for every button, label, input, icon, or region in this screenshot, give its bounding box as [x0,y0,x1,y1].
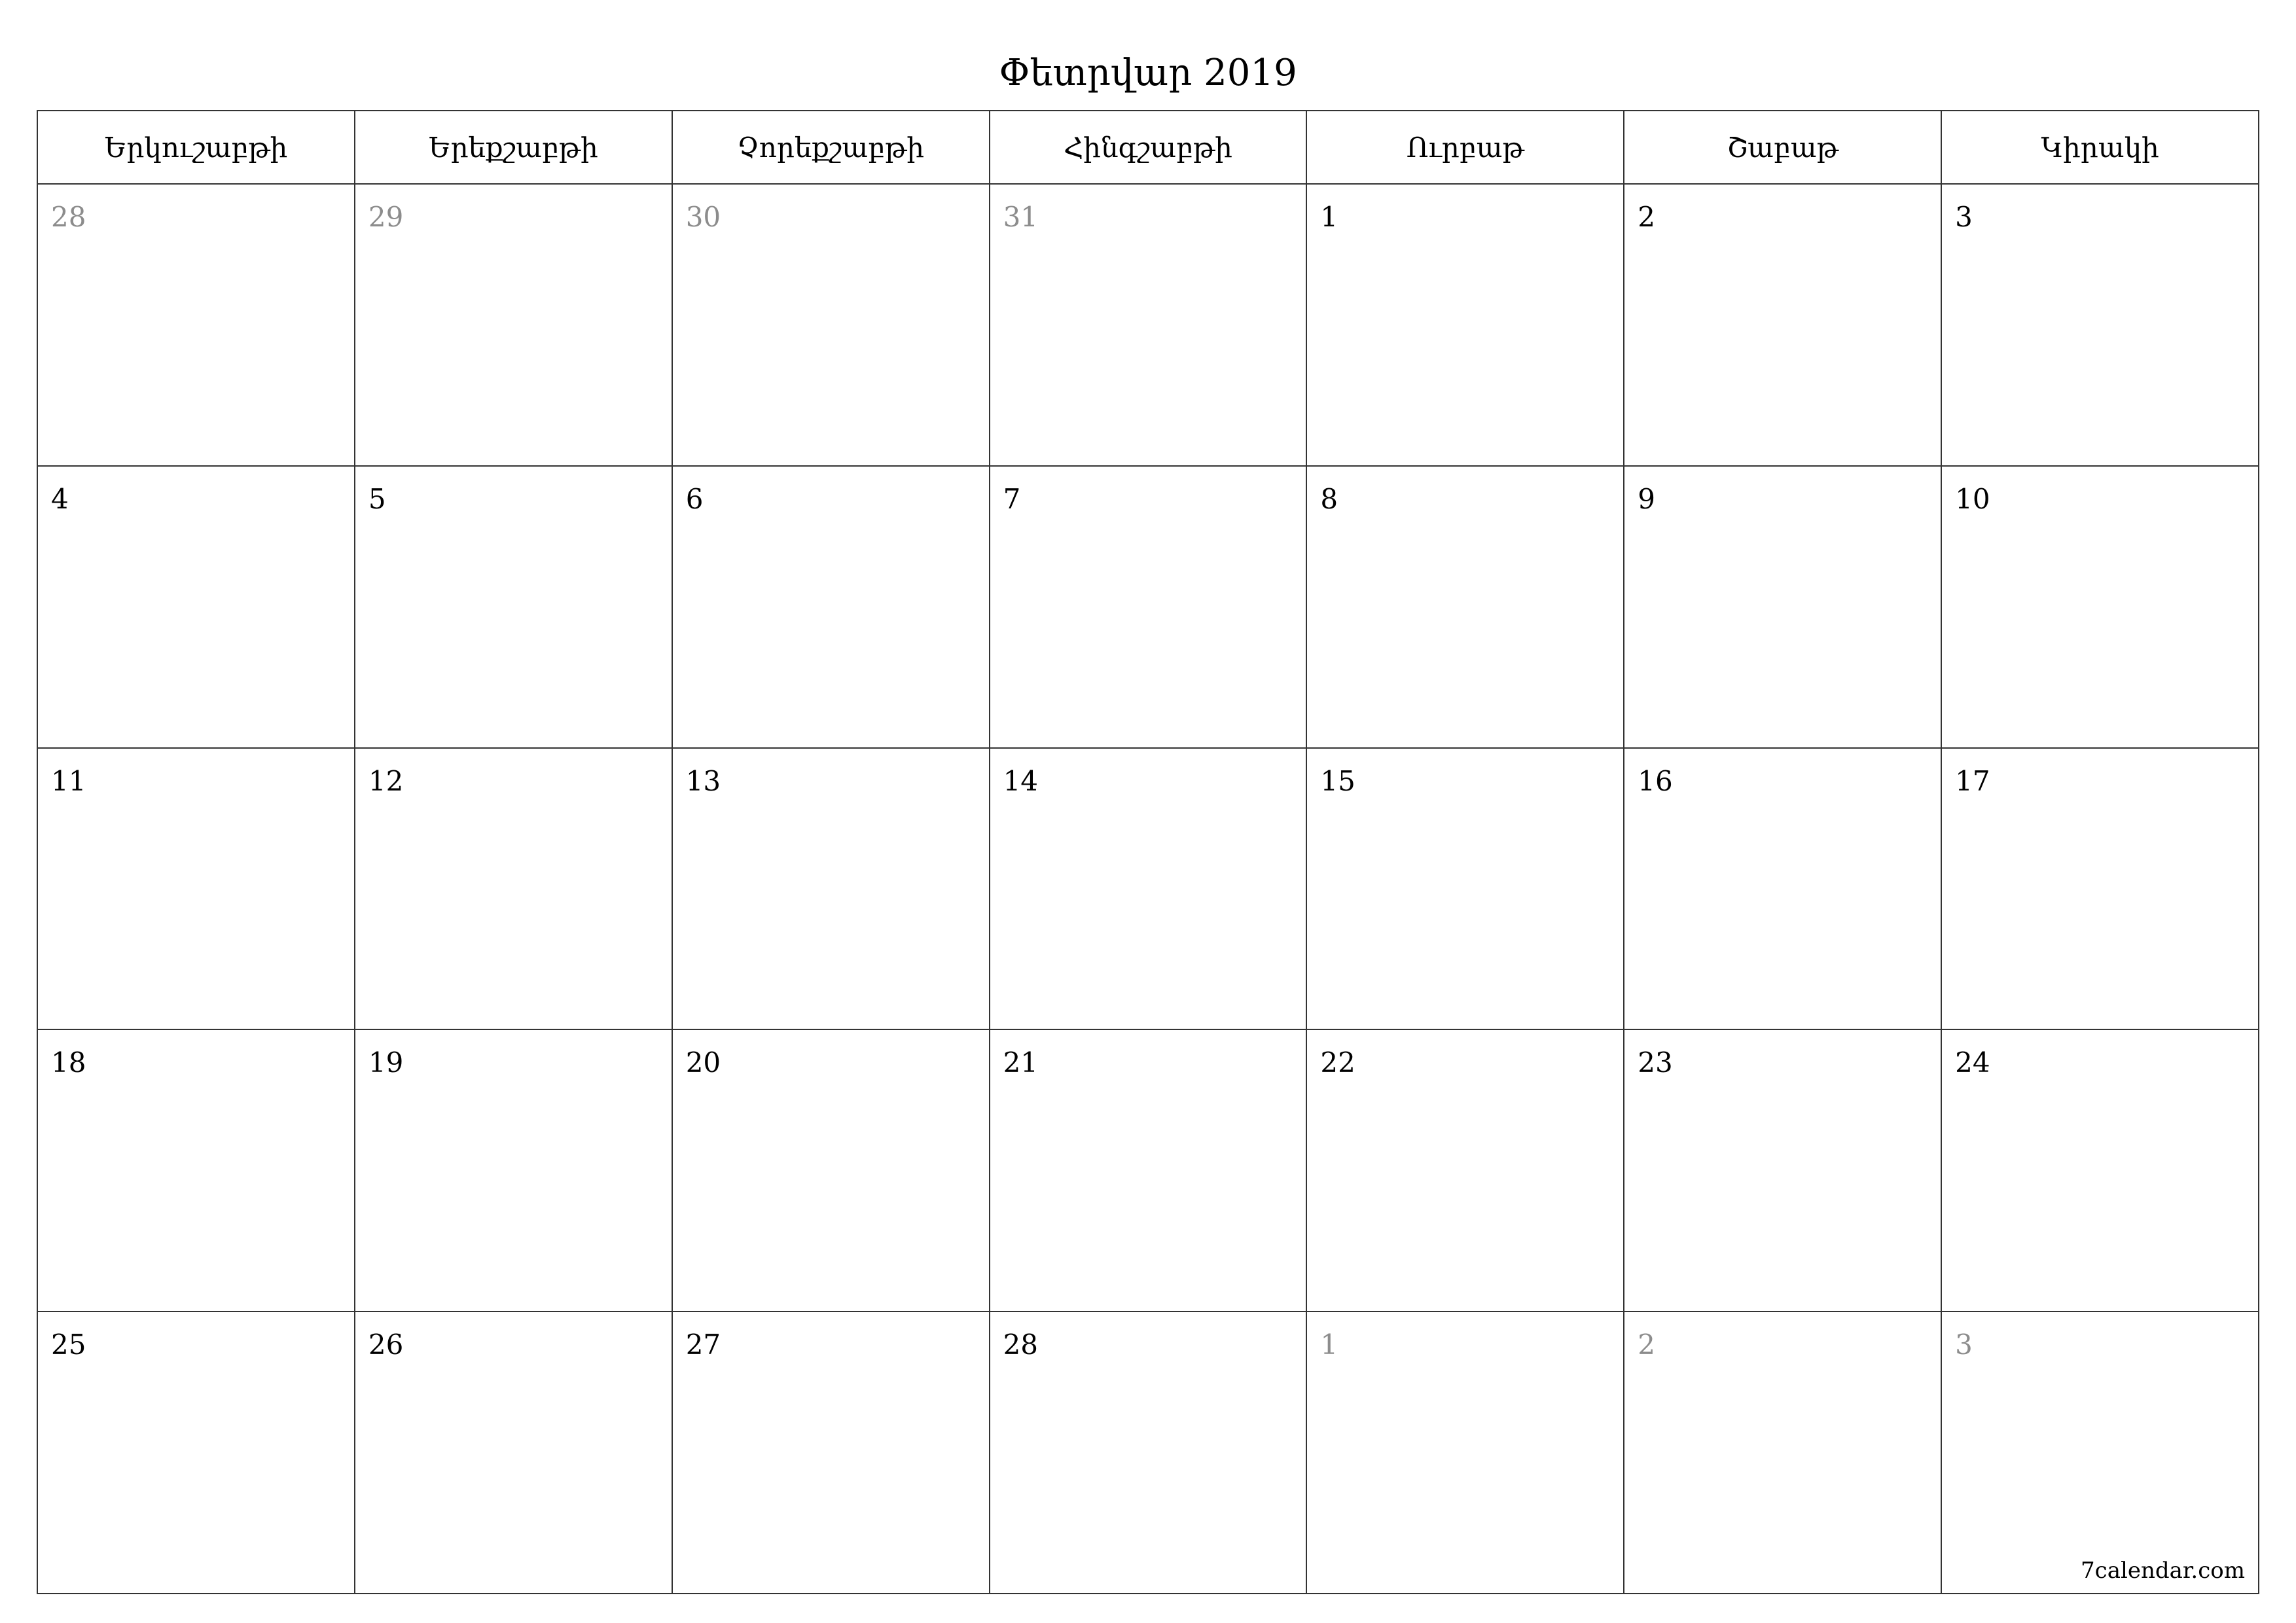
day-number: 2 [1638,201,1656,233]
day-number: 14 [1003,764,1039,797]
day-cell [355,1030,673,1312]
day-cell [1942,467,2259,749]
day-cell [1307,1030,1624,1312]
day-number: 16 [1638,764,1673,797]
day-cell [673,467,990,749]
day-number: 24 [1955,1046,1990,1079]
day-number: 26 [368,1329,404,1361]
day-cell-other-month [1624,1312,1942,1594]
day-number: 28 [51,201,86,233]
day-cell [1942,749,2259,1031]
day-number: 10 [1955,482,1990,515]
day-number: 5 [368,482,386,515]
day-number: 4 [51,482,69,515]
weekday-header: Չորեքշաբթի [673,111,990,185]
day-cell [990,749,1308,1031]
day-number: 21 [1003,1046,1039,1079]
weekday-header: Կիրակի [1942,111,2259,185]
day-number: 8 [1320,482,1338,515]
day-cell [355,749,673,1031]
day-cell [38,749,355,1031]
day-cell [38,1312,355,1594]
day-cell [1624,1030,1942,1312]
day-cell [355,467,673,749]
day-number: 17 [1955,764,1990,797]
day-cell [1624,467,1942,749]
day-number: 25 [51,1329,86,1361]
day-number: 9 [1638,482,1656,515]
day-cell [1307,185,1624,467]
day-cell [990,1312,1308,1594]
day-number: 13 [685,764,721,797]
day-number: 19 [368,1046,404,1079]
day-cell-other-month [990,185,1308,467]
day-cell [38,1030,355,1312]
day-cell [1307,749,1624,1031]
day-number: 28 [1003,1329,1039,1361]
day-number: 3 [1955,1329,1973,1361]
day-number: 23 [1638,1046,1673,1079]
footer-site-label: 7calendar.com [2081,1557,2245,1584]
day-number: 1 [1320,201,1338,233]
day-number: 12 [368,764,404,797]
day-number: 6 [685,482,704,515]
day-number: 22 [1320,1046,1355,1079]
weekday-header: Շաբաթ [1624,111,1942,185]
day-number: 7 [1003,482,1021,515]
weekday-header: Ուրբաթ [1307,111,1624,185]
day-number: 11 [51,764,86,797]
day-number: 18 [51,1046,86,1079]
day-number: 3 [1955,201,1973,233]
day-cell [673,749,990,1031]
day-cell [1942,1030,2259,1312]
day-cell [1942,185,2259,467]
calendar-grid [37,110,2259,1594]
day-number: 20 [685,1046,721,1079]
weekday-header: Երկուշաբթի [38,111,355,185]
day-cell [673,1030,990,1312]
day-cell [990,467,1308,749]
day-number: 1 [1320,1329,1338,1361]
day-number: 15 [1320,764,1355,797]
day-cell [355,1312,673,1594]
day-cell [1624,749,1942,1031]
day-cell-other-month [673,185,990,467]
day-number: 2 [1638,1329,1656,1361]
weekday-header: Հինգշաբթի [990,111,1308,185]
weekday-header: Երեքշաբթի [355,111,673,185]
day-cell [1624,185,1942,467]
day-number: 27 [685,1329,721,1361]
day-cell-other-month [355,185,673,467]
day-cell-other-month [38,185,355,467]
day-cell [990,1030,1308,1312]
day-cell-other-month [1942,1312,2259,1594]
calendar-title: Փետրվար 2019 [999,52,1297,94]
day-cell [1307,467,1624,749]
day-number: 31 [1003,201,1039,233]
day-cell-other-month [1307,1312,1624,1594]
day-cell [38,467,355,749]
day-number: 30 [685,201,721,233]
day-cell [673,1312,990,1594]
day-number: 29 [368,201,404,233]
